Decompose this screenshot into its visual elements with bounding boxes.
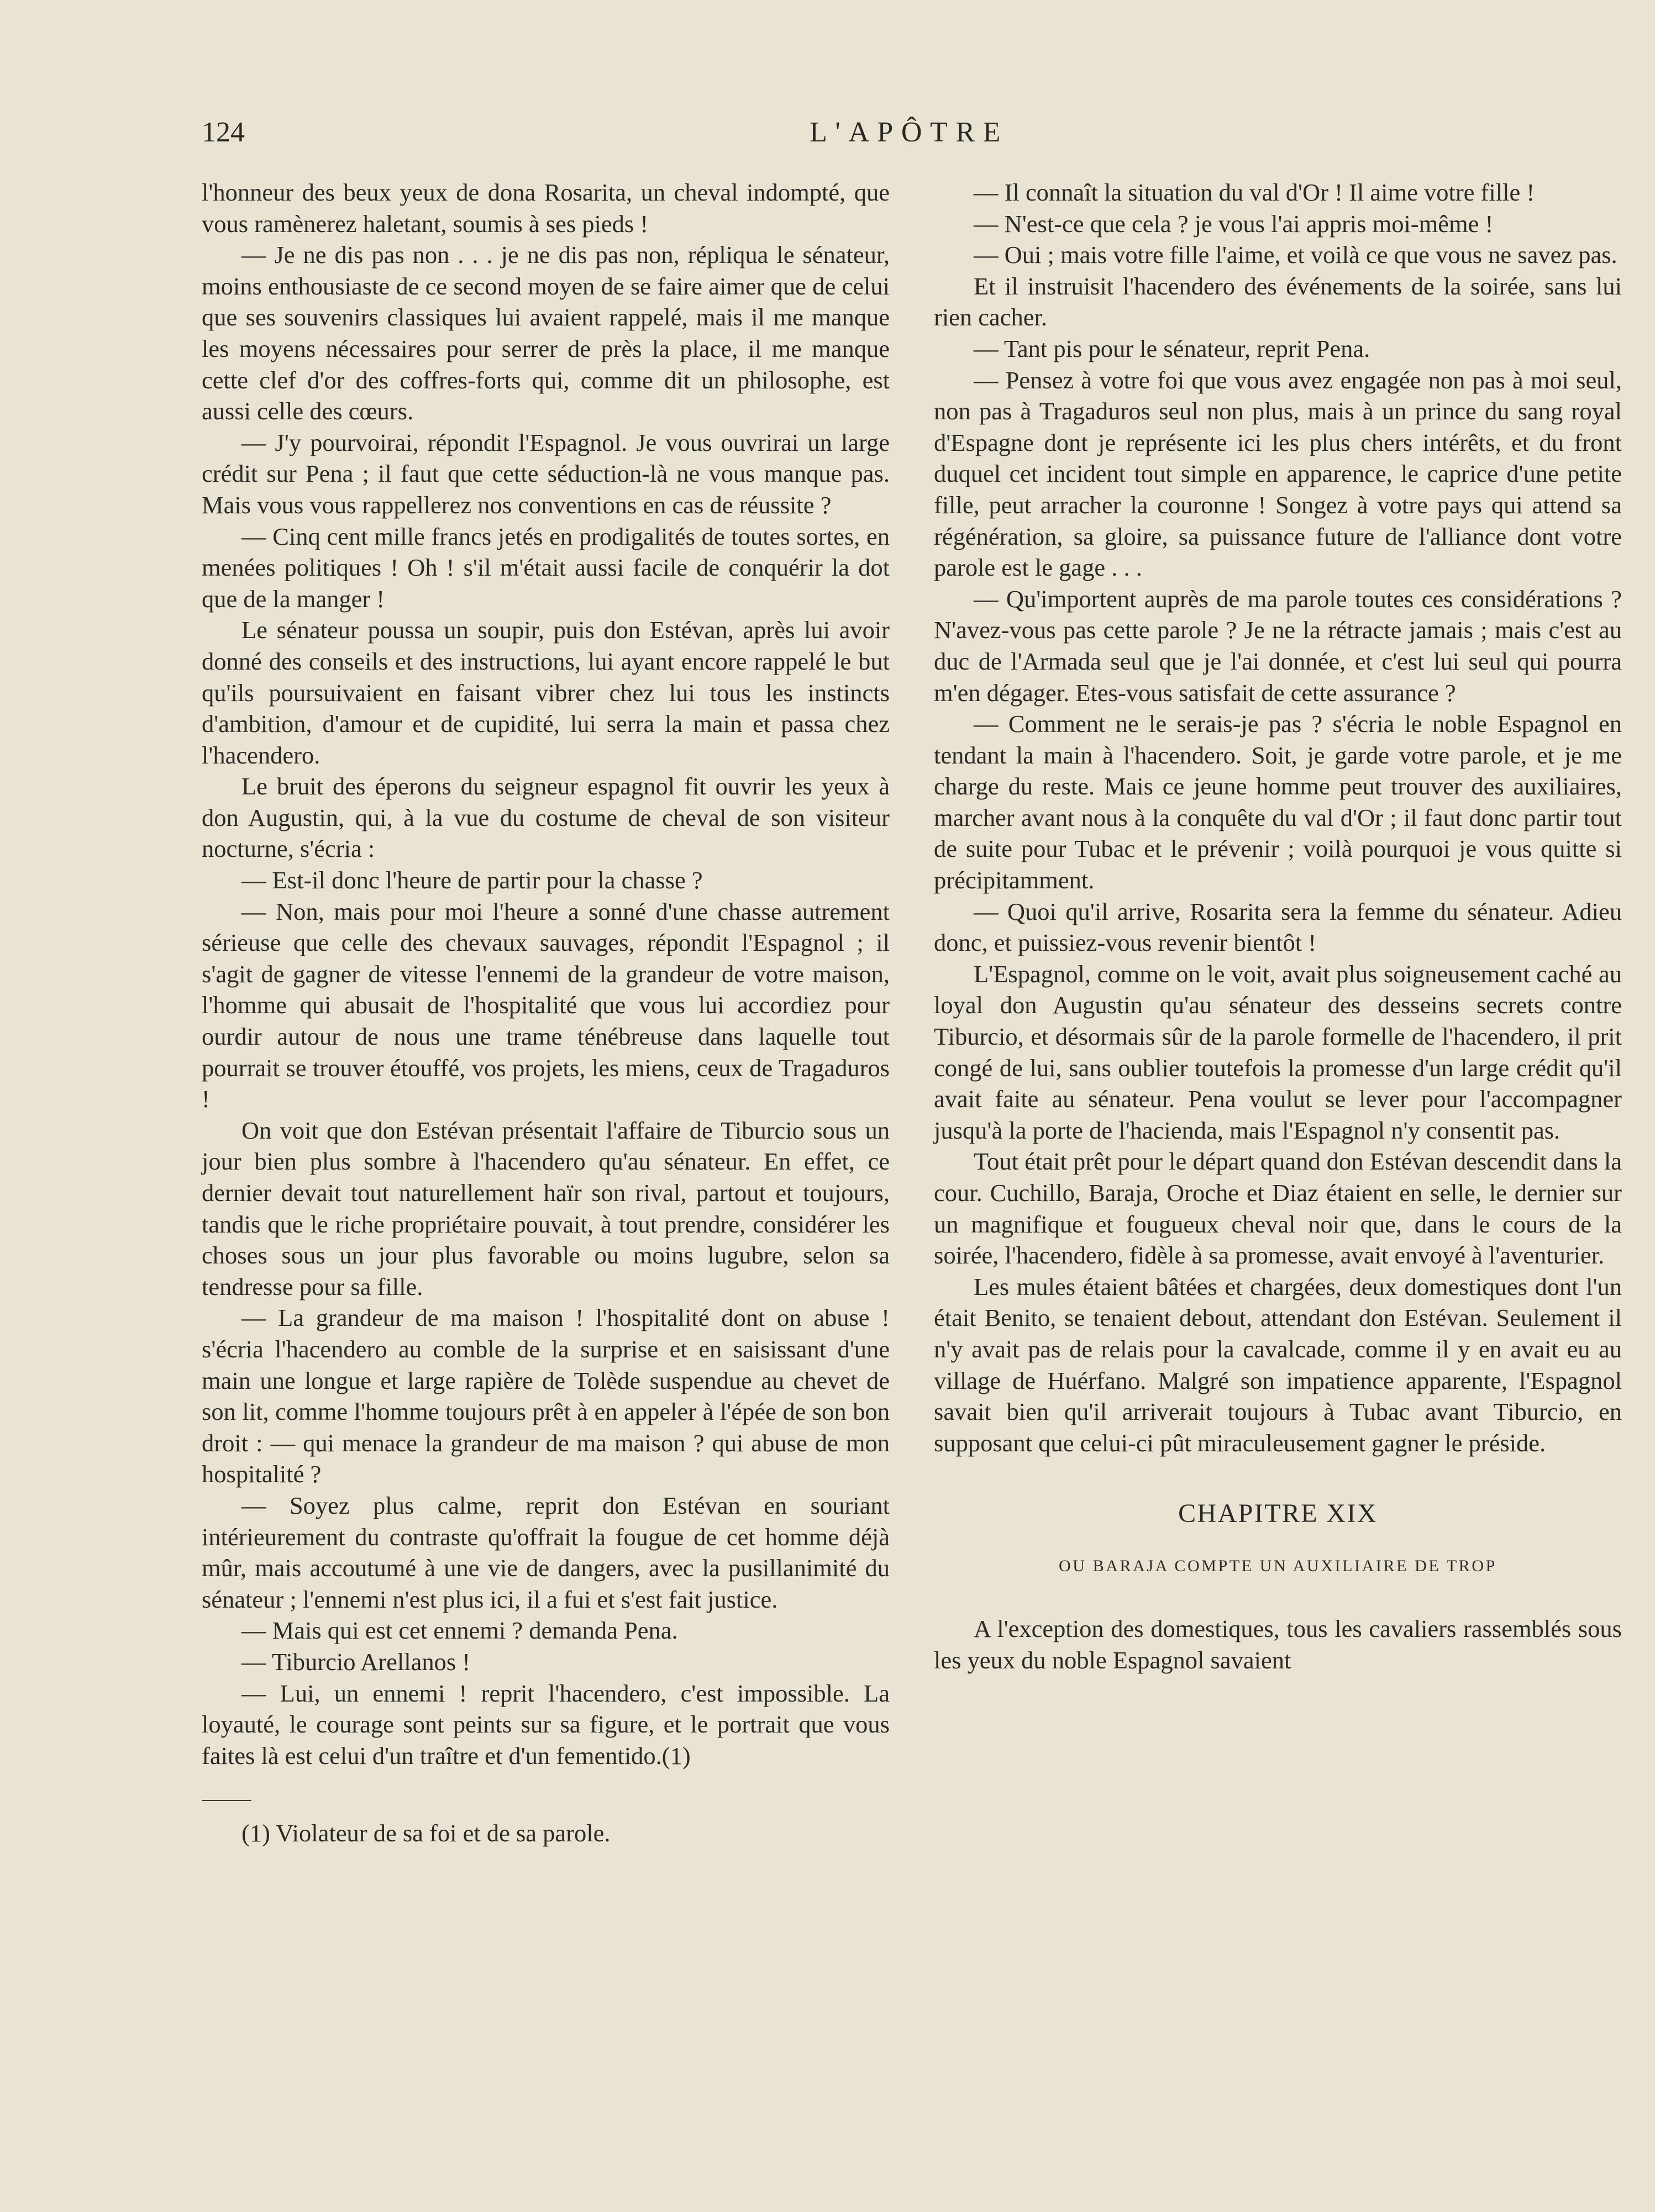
running-title: L'APÔTRE (810, 117, 1008, 148)
paragraph: L'Espagnol, comme on le voit, avait plus soigneusement caché au loyal don Augustin qu'au sénateur des desseins secrets contre Tiburcio, et désormais sûr de la parole formelle de l'hacendero, il prit congé de lui, sans oublier toutefois la promesse d'un large crédit qu'il avait faite au sénateur. Pena voulut se lever pour l'accompagner jusqu'à la porte de l'hacienda, mais l'Espagnol n'y consentit pas. (934, 960, 1622, 1144)
paragraph: Tout était prêt pour le départ quand don Estévan descendit dans la cour. Cuchillo, Baraja, Oroche et Diaz étaient en selle, le dernier sur un magnifique et fougueux cheval noir que, dans le cours de la soirée, l'hacendero, fidèle à sa promesse, avait envoyé à l'aventurier. (934, 1147, 1622, 1270)
paragraph: — Non, mais pour moi l'heure a sonné d'une chasse autrement sérieuse que celle des chevaux sauvages, répondit l'Espagnol ; il s'agit de gagner de vitesse l'ennemi de la grandeur de votre maison, l'homme qui abusait de l'hospitalité que vous lui accordiez pour ourdir autour de nous une trame ténébreuse dans laquelle tout pourrait se trouver étouffé, vos projets, les miens, ceux de Tragaduros ! (202, 897, 890, 1113)
paragraph: — Soyez plus calme, reprit don Estévan en souriant intérieurement du contraste qu'offrait la fougue de cet homme déjà mûr, mais accoutumé à une vie de dangers, avec la pusillanimité du sénateur ; l'ennemi n'est plus ici, il a fui et s'est fait justice. (202, 1491, 890, 1613)
paragraph: Les mules étaient bâtées et chargées, deux domestiques dont l'un était Benito, se tenaient debout, attendant don Estévan. Seulement il n'y avait pas de relais pour la cavalcade, comme il y en avait eu au village de Huérfano. Malgré son impatience apparente, l'Espagnol savait bien qu'il arriverait toujours à Tubac avant Tiburcio, en supposant que celui-ci pût miraculeusement gagner le préside. (934, 1272, 1622, 1457)
paragraph: Et il instruisit l'hacendero des événements de la soirée, sans lui rien cacher. (934, 272, 1622, 331)
paragraph: — Est-il donc l'heure de partir pour la chasse ? (241, 866, 703, 894)
paragraph: — N'est-ce que cela ? je vous l'ai appris moi-même ! (974, 209, 1494, 238)
footnote: (1) Violateur de sa foi et de sa parole. (241, 1819, 611, 1847)
chapter-subtitle: OU BARAJA COMPTE UN AUXILIAIRE DE TROP (1059, 1557, 1497, 1576)
paragraph: — Oui ; mais votre fille l'aime, et voilà ce que vous ne savez pas. (974, 241, 1617, 269)
paragraph: — Mais qui est cet ennemi ? demanda Pena. (241, 1616, 678, 1645)
paragraph: Le sénateur poussa un soupir, puis don Estévan, après lui avoir donné des conseils et des instructions, lui ayant encore rappelé le but qu'ils poursuivaient en faisant vibrer chez lui tous les instincts d'ambition, d'amour et de cupidité, lui serra la main et passa chez l'hacendero. (202, 616, 890, 769)
paragraph: — Tiburcio Arellanos ! (241, 1647, 471, 1676)
page-header (202, 113, 1616, 163)
paragraph: — J'y pourvoirai, répondit l'Espagnol. Je vous ouvrirai un large crédit sur Pena ; il faut que cette séduction-là ne vous manque pas. Mais vous vous rappellerez nos conventions en cas de réussite ? (202, 428, 890, 519)
paragraph: A l'exception des domestiques, tous les cavaliers rassemblés sous les yeux du noble Espagnol savaient (934, 1615, 1622, 1674)
footnote-rule (202, 1800, 251, 1801)
paragraph: — Qu'importent auprès de ma parole toutes ces considérations ? N'avez-vous pas cette parole ? Je ne la rétracte jamais ; mais c'est au duc de l'Armada seul que je l'ai donnée, et c'est lui seul qui pourra m'en dégager. Etes-vous satisfait de cette assurance ? (934, 584, 1622, 707)
paragraph: — Lui, un ennemi ! reprit l'hacendero, c'est impossible. La loyauté, le courage sont peints sur sa figure, et le portrait que vous faites là est celui d'un traître et d'un fementido.(1) (202, 1679, 890, 1769)
right-column (934, 177, 1622, 1676)
paragraph: l'honneur des beux yeux de dona Rosarita, un cheval indompté, que vous ramènerez haletant, soumis à ses pieds ! (202, 178, 890, 238)
paragraph: On voit que don Estévan présentait l'affaire de Tiburcio sous un jour bien plus sombre à l'hacendero qu'au sénateur. En effet, ce dernier devait tout naturellement haïr son rival, partout et toujours, tandis que le riche propriétaire pouvait, à tout prendre, considérer les choses sous un jour plus favorable ou moins lugubre, selon sa tendresse pour sa fille. (202, 1116, 890, 1300)
paragraph: — Quoi qu'il arrive, Rosarita sera la femme du sénateur. Adieu donc, et puissiez-vous revenir bientôt ! (934, 897, 1622, 957)
paragraph: — Pensez à votre foi que vous avez engagée non pas à moi seul, non pas à Tragaduros seul non plus, mais à un prince du sang royal d'Espagne dont je représente ici les plus chers intérêts, et du front duquel cet incident tout simple en apparence, le caprice d'une petite fille, peut arracher la couronne ! Songez à votre pays qui attend sa régénération, sa gloire, sa puissance future de l'alliance dont votre parole est le gage . . . (934, 366, 1622, 582)
paragraph: — Il connaît la situation du val d'Or ! Il aime votre fille ! (974, 178, 1535, 206)
paragraph: — La grandeur de ma maison ! l'hospitalité dont on abuse ! s'écria l'hacendero au comble de la surprise et en saisissant d'une main une longue et large rapière de Tolède suspendue au chevet de son lit, comme l'homme toujours prêt à en appeler à l'épée de son bon droit : — qui menace la grandeur de ma maison ? qui abuse de mon hospitalité ? (202, 1304, 890, 1488)
left-column (202, 177, 890, 1849)
chapter-title: CHAPITRE XIX (1178, 1499, 1378, 1529)
paragraph: Le bruit des éperons du seigneur espagnol fit ouvrir les yeux à don Augustin, qui, à la vue du costume de cheval de son visiteur nocturne, s'écria : (202, 772, 890, 863)
page-number: 124 (202, 117, 245, 148)
paragraph: — Comment ne le serais-je pas ? s'écria le noble Espagnol en tendant la main à l'hacendero. Soit, je garde votre parole, et je me charge du reste. Mais ce jeune homme peut trouver des auxiliaires, marcher avant nous à la conquête du val d'Or ; il faut donc partir tout de suite pour Tubac et le prévenir ; voilà pourquoi je vous quitte si précipitamment. (934, 710, 1622, 894)
paragraph: — Tant pis pour le sénateur, reprit Pena. (974, 334, 1370, 362)
paragraph: — Cinq cent mille francs jetés en prodigalités de toutes sortes, en menées politiques ! Oh ! s'il m'était aussi facile de conquérir la dot que de la manger ! (202, 522, 890, 613)
paragraph: — Je ne dis pas non . . . je ne dis pas non, répliqua le sénateur, moins enthousiaste de ce second moyen de se faire aimer que de celui que ses souvenirs classiques lui avaient rappelé, mais il me manque les moyens nécessaires pour serrer de près la place, il me manque cette clef d'or des coffres-forts qui, comme dit un philosophe, est aussi celle des cœurs. (202, 241, 890, 425)
